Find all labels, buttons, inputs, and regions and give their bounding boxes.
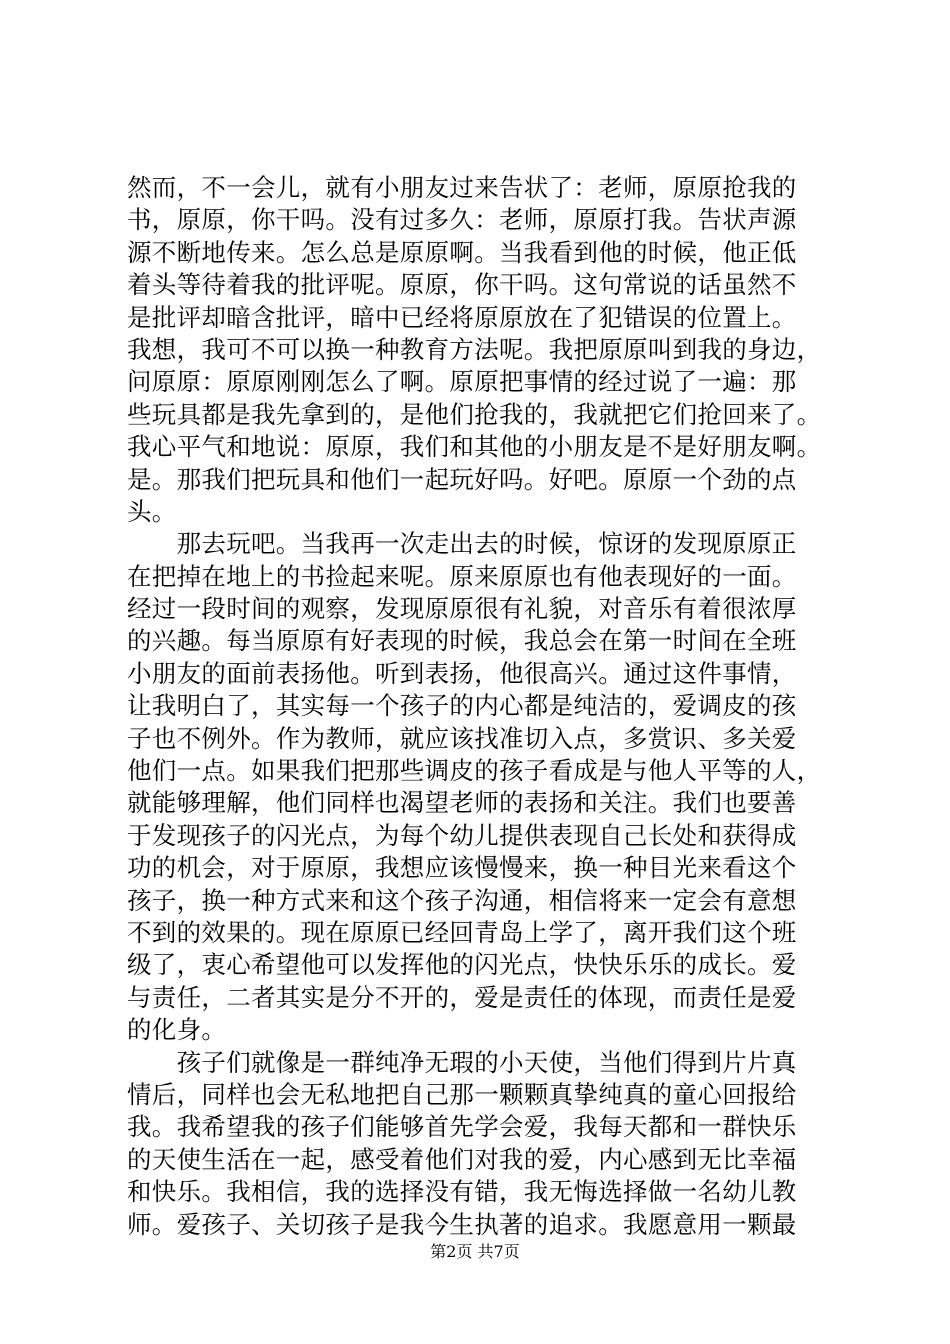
text-line: 子也不例外。作为教师，就应该找准切入点，多赏识、多关爱 [127,723,797,753]
text-line: 是批评却暗含批评，暗中已经将原原放在了犯错误的位置上。 [127,302,797,332]
text-line: 功的机会，对于原原，我想应该慢慢来，换一种目光来看这个 [127,853,797,883]
text-line: 在把掉在地上的书捡起来呢。原来原原也有他表现好的一面。 [127,561,797,591]
text-line: 孩子们就像是一群纯净无瑕的小天使，当他们得到片片真 [127,1047,797,1077]
page-number-footer: 第2页 共7页 [430,1242,520,1261]
text-line: 我。我希望我的孩子们能够首先学会爱，我每天都和一群快乐 [127,1112,797,1142]
text-line: 我想，我可不可以换一种教育方法呢。我把原原叫到我的身边， [127,334,822,364]
text-line: 和快乐。我相信，我的选择没有错，我无悔选择做一名幼儿教 [127,1177,797,1207]
text-line: 书，原原，你干吗。没有过多久：老师，原原打我。告状声源 [127,205,797,235]
text-line: 情后，同样也会无私地把自己那一颗颗真挚纯真的童心回报给 [127,1079,797,1109]
text-line: 源不断地传来。怎么总是原原啊。当我看到他的时候，他正低 [127,237,797,267]
text-line: 于发现孩子的闪光点，为每个幼儿提供表现自己长处和获得成 [127,820,797,850]
text-line: 就能够理解，他们同样也渴望老师的表扬和关注。我们也要善 [127,788,797,818]
text-line: 的兴趣。每当原原有好表现的时候，我总会在第一时间在全班 [127,626,797,656]
text-line: 是。那我们把玩具和他们一起玩好吗。好吧。原原一个劲的点 [127,464,797,494]
text-line: 经过一段时间的观察，发现原原很有礼貌，对音乐有着很浓厚 [127,594,797,624]
text-line: 级了，衷心希望他可以发挥他的闪光点，快快乐乐的成长。爱 [127,950,797,980]
text-line: 然而，不一会儿，就有小朋友过来告状了：老师，原原抢我的 [127,173,797,202]
text-line: 的化身。 [127,1015,227,1045]
text-line: 师。爱孩子、关切孩子是我今生执著的追求。我愿意用一颗最 [127,1209,797,1239]
text-line: 那去玩吧。当我再一次走出去的时候，惊讶的发现原原正 [127,529,797,559]
text-line: 孩子，换一种方式来和这个孩子沟通，相信将来一定会有意想 [127,885,797,915]
text-line: 些玩具都是我先拿到的，是他们抢我的，我就把它们抢回来了。 [127,399,822,429]
body-text [127,172,837,1241]
text-line: 着头等待着我的批评呢。原原，你干吗。这句常说的话虽然不 [127,270,797,300]
text-line: 的天使生活在一起，感受着他们对我的爱，内心感到无比幸福 [127,1144,797,1174]
text-line: 让我明白了，其实每一个孩子的内心都是纯洁的，爱调皮的孩 [127,691,797,721]
text-line: 不到的效果的。现在原原已经回青岛上学了，离开我们这个班 [127,917,797,947]
text-line: 问原原：原原刚刚怎么了啊。原原把事情的经过说了一遍：那 [127,367,797,397]
text-line: 他们一点。如果我们把那些调皮的孩子看成是与他人平等的人， [127,756,822,786]
text-line: 我心平气和地说：原原，我们和其他的小朋友是不是好朋友啊。 [127,432,822,462]
text-line: 头。 [127,496,177,526]
text-line: 与责任，二者其实是分不开的，爱是责任的体现，而责任是爱 [127,982,797,1012]
text-line: 小朋友的面前表扬他。听到表扬，他很高兴。通过这件事情， [127,658,797,688]
